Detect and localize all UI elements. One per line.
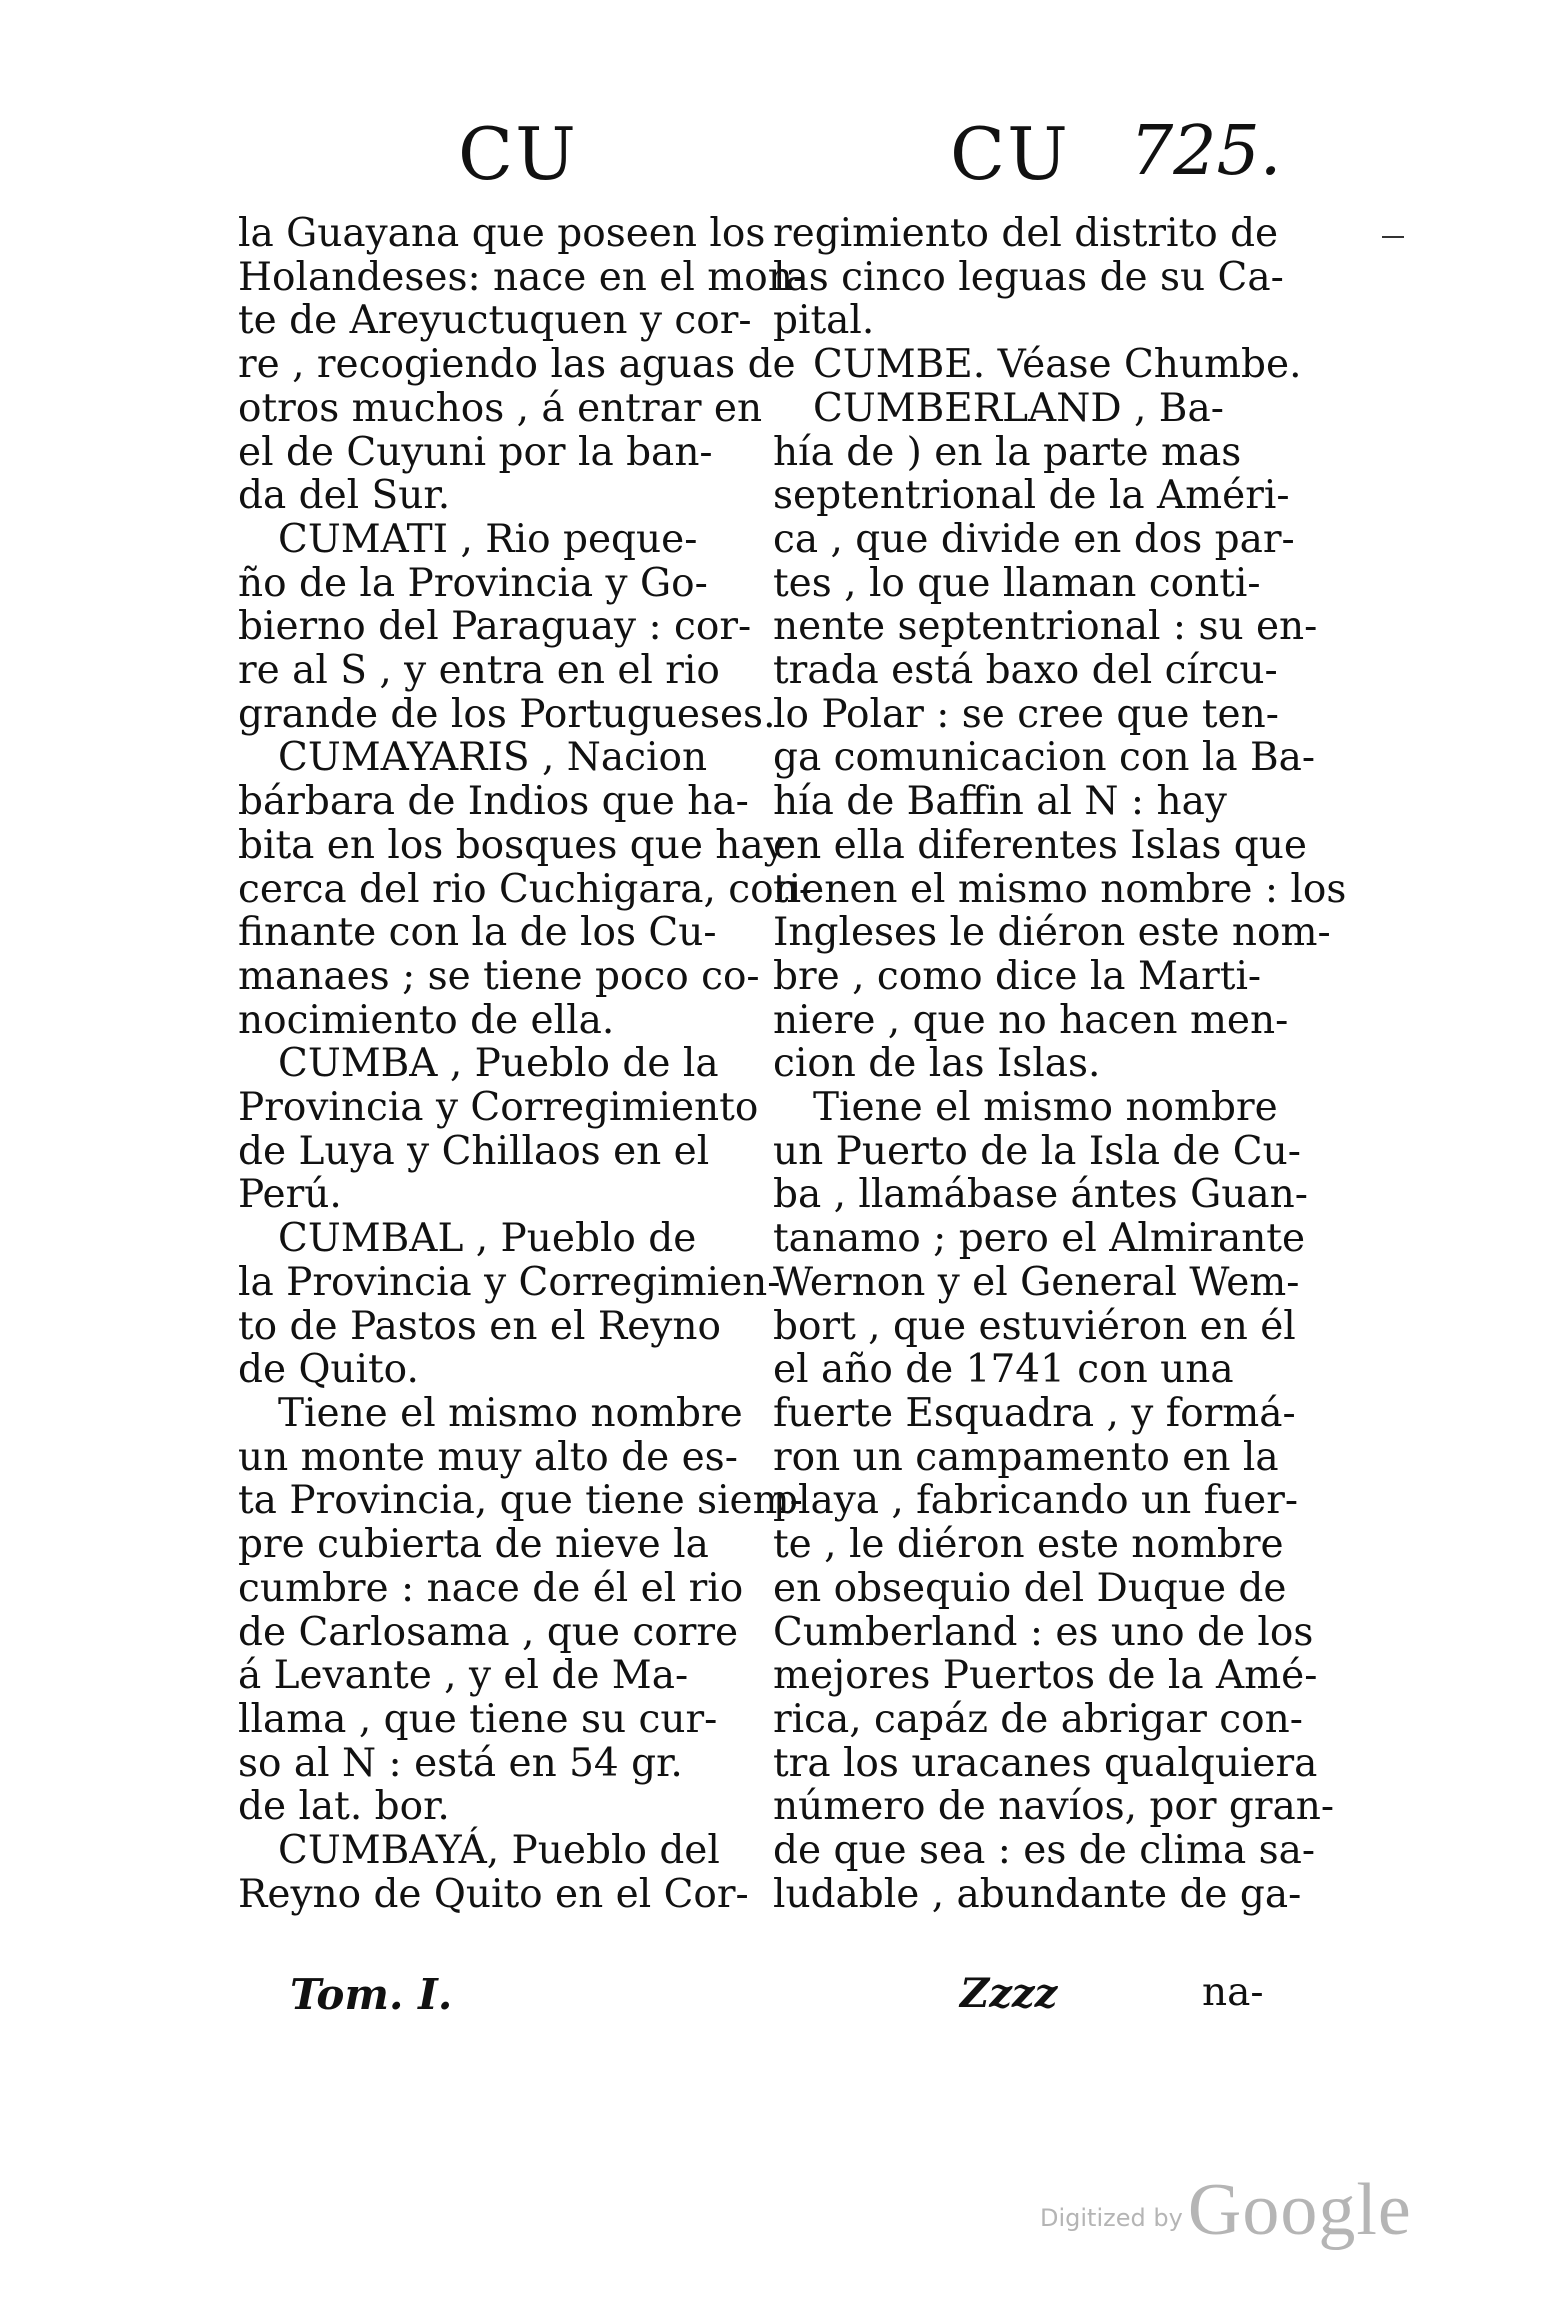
text-line: re , recogiendo las aguas de [238, 342, 796, 388]
text-line: á Levante , y el de Ma- [238, 1653, 689, 1699]
text-line: bre , como dice la Marti- [773, 953, 1262, 999]
text-line: te de Areyuctuquen y cor- [238, 298, 752, 344]
text-line: cerca del rio Cuchigara, con- [238, 866, 812, 912]
text-line: CUMAYARIS , Nacion [278, 735, 708, 781]
text-line: la Guayana que poseen los [238, 211, 766, 256]
text-line: pital. [773, 298, 875, 344]
text-line: de Carlosama , que corre [238, 1609, 739, 1655]
catchword: na- [1202, 1970, 1264, 2015]
text-line: CUMATI , Rio peque- [278, 516, 698, 562]
text-line: tes , lo que llaman conti- [773, 560, 1261, 606]
text-line: bárbara de Indios que ha- [238, 779, 749, 825]
text-line: un monte muy alto de es- [238, 1434, 738, 1480]
text-line: ron un campamento en la [773, 1434, 1279, 1480]
signature-mark: Zzzz [960, 1970, 1058, 2017]
watermark-brand: Google [1187, 2169, 1412, 2251]
text-line: ño de la Provincia y Go- [238, 560, 708, 606]
running-head-left: CU [458, 112, 578, 196]
text-line: ca , que divide en dos par- [773, 516, 1295, 562]
text-line: número de navíos, por gran- [773, 1784, 1335, 1830]
text-line: en obsequio del Duque de [773, 1565, 1287, 1611]
text-line: de lat. bor. [238, 1784, 450, 1830]
text-line: so al N : está en 54 gr. [238, 1740, 683, 1786]
text-line: bita en los bosques que hay [238, 822, 786, 868]
text-line: niere , que no hacen men- [773, 997, 1289, 1043]
text-line: pre cubierta de nieve la [238, 1522, 709, 1568]
text-line: nente septentrional : su en- [773, 604, 1318, 650]
text-line: re al S , y entra en el rio [238, 648, 720, 694]
text-line: to de Pastos en el Reyno [238, 1303, 721, 1349]
text-line: cumbre : nace de él el rio [238, 1565, 744, 1611]
digitized-watermark [1040, 2168, 1412, 2253]
text-line: ga comunicacion con la Ba- [773, 735, 1316, 781]
text-line: hía de Baffin al N : hay [773, 779, 1227, 825]
text-line: CUMBA , Pueblo de la [278, 1041, 719, 1087]
text-line: la Provincia y Corregimien- [238, 1259, 781, 1305]
text-line: nocimiento de ella. [238, 997, 615, 1043]
text-line: Ingleses le diéron este nom- [773, 910, 1331, 956]
text-line: otros muchos , á entrar en [238, 385, 763, 431]
text-line: tra los uracanes qualquiera [773, 1740, 1318, 1786]
text-line: Perú. [238, 1172, 342, 1218]
text-line: Wernon y el General Wem- [773, 1259, 1300, 1305]
text-line: un Puerto de la Isla de Cu- [773, 1128, 1301, 1174]
text-line: Holandeses: nace en el mon- [238, 254, 807, 300]
text-line: lo Polar : se cree que ten- [773, 691, 1279, 737]
text-line: rica, capáz de abrigar con- [773, 1696, 1303, 1742]
text-line: bort , que estuviéron en él [773, 1303, 1296, 1349]
text-line: playa , fabricando un fuer- [773, 1478, 1299, 1524]
text-line: ba , llamábase ántes Guan- [773, 1172, 1308, 1218]
text-line: Provincia y Corregimiento [238, 1085, 759, 1131]
text-line: en ella diferentes Islas que [773, 822, 1307, 868]
text-line: Cumberland : es uno de los [773, 1609, 1314, 1655]
page-number: 725. [1130, 112, 1282, 191]
text-line: el año de 1741 con una [773, 1347, 1234, 1393]
text-line: cion de las Islas. [773, 1041, 1101, 1087]
text-line: tienen el mismo nombre : los [773, 866, 1347, 912]
text-line: mejores Puertos de la Amé- [773, 1653, 1318, 1699]
text-line: CUMBE. Véase Chumbe. [813, 342, 1302, 388]
text-line: fuerte Esquadra , y formá- [773, 1390, 1296, 1436]
text-line: ludable , abundante de ga- [773, 1871, 1302, 1917]
text-line: de Luya y Chillaos en el [238, 1128, 710, 1174]
text-line: CUMBAL , Pueblo de [278, 1216, 697, 1262]
text-line: da del Sur. [238, 473, 451, 519]
running-head-right: CU [950, 112, 1070, 196]
text-line: finante con la de los Cu- [238, 910, 717, 956]
text-line: septentrional de la Améri- [773, 473, 1290, 519]
text-line: de que sea : es de clima sa- [773, 1828, 1316, 1874]
text-line: grande de los Portugueses. [238, 691, 776, 737]
text-line: Tiene el mismo nombre [813, 1085, 1278, 1131]
text-line: tanamo ; pero el Almirante [773, 1216, 1306, 1262]
text-line: bierno del Paraguay : cor- [238, 604, 752, 650]
text-line: Reyno de Quito en el Cor- [238, 1871, 749, 1917]
text-line: trada está baxo del círcu- [773, 648, 1278, 694]
left-column [238, 211, 812, 1917]
text-line: hía de ) en la parte mas [773, 429, 1242, 475]
text-line: el de Cuyuni por la ban- [238, 429, 713, 475]
text-line: llama , que tiene su cur- [238, 1696, 718, 1742]
text-line: Tiene el mismo nombre [278, 1390, 743, 1436]
text-line: las cinco leguas de su Ca- [773, 254, 1284, 300]
text-line: regimiento del distrito de [773, 211, 1279, 256]
text-line: CUMBERLAND , Ba- [813, 385, 1224, 431]
volume-signature: Tom. I. [290, 1970, 453, 2019]
right-column [773, 211, 1347, 1917]
text-line: ta Provincia, que tiene siem- [238, 1478, 803, 1524]
watermark-prefix: Digitized by [1040, 2204, 1183, 2232]
text-line: de Quito. [238, 1347, 419, 1393]
text-line: te , le diéron este nombre [773, 1522, 1284, 1568]
margin-mark [1382, 236, 1404, 238]
text-line: manaes ; se tiene poco co- [238, 953, 760, 999]
text-line: CUMBAYÁ, Pueblo del [278, 1828, 720, 1874]
